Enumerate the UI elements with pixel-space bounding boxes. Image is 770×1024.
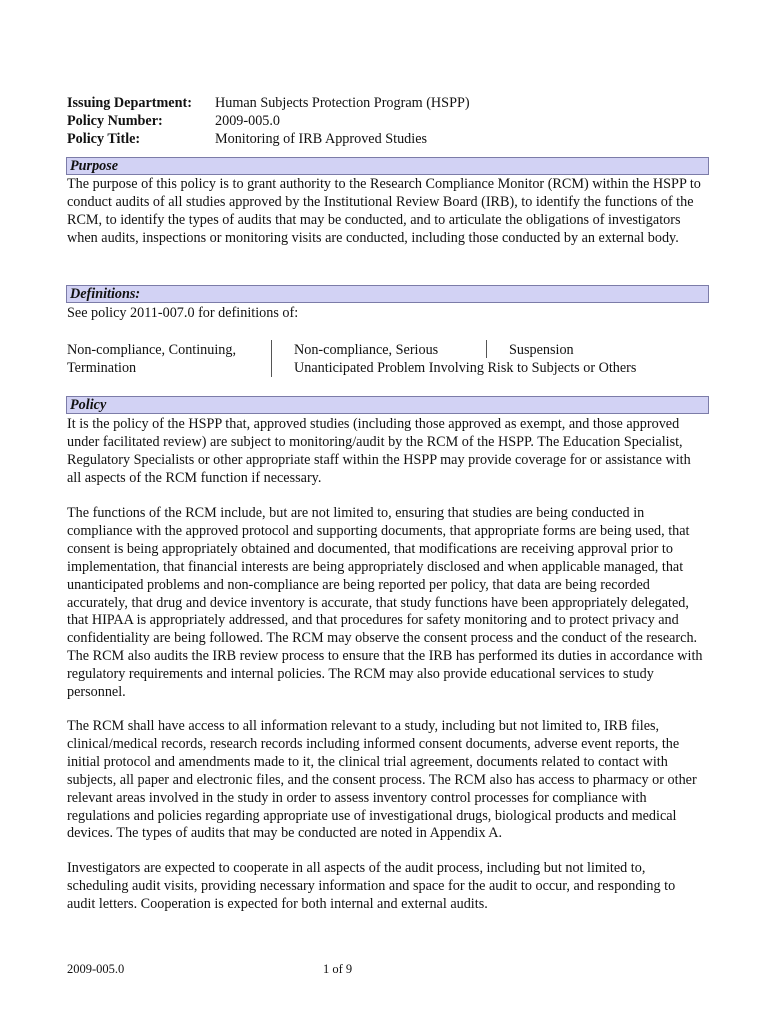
definition-termination: Termination	[67, 360, 137, 376]
policy-heading-bar	[66, 396, 709, 414]
definitions-heading-bar	[66, 285, 709, 303]
footer-doc-number: 2009-005.0	[67, 962, 125, 976]
policy-paragraph-3: The RCM shall have access to all information relevant to a study, including but not limited to, IRB files, clinical/medical records, research records including informed consent documents, adverse event reports, the initial protocol and amendments made to it, the clinical trial agreement, documents related to contact with subjects, all paper and electronic files, and the consent process. The RCM also has access to pharmacy or other relevant areas involved in the study in order to assess inventory control processes for compliance with regulations and policies regarding appropriate use of investigational drugs, biological products and medical devices. The types of audits that may be conducted are noted in Appendix A.	[67, 718, 697, 842]
definitions-col-2-row-1	[294, 341, 707, 359]
policy-heading: Policy	[70, 397, 107, 413]
definitions-list	[67, 341, 707, 379]
policy-paragraph-4: Investigators are expected to cooperate in all aspects of the audit process, including but not limited to, scheduling audit visits, providing necessary information and space for the audit to occur, and responding to audit letters. Cooperation is expected for both internal and external audits.	[67, 860, 676, 912]
policy-paragraph-2: The functions of the RCM include, but are not limited to, ensuring that studies are being conducted in compliance with the approved protocol and supporting documents, that appropriate forms are being used, that consent is being appropriately obtained and documented, that modifications are receiving approval prior to implementation, that financial interests are being appropriately disclosed and when applicable managed, that unanticipated problems and non-compliance are being reported per policy, that data are being recorded accurately, that drug and device inventory is accurate, that study functions have been appropriately delegated, that HIPAA is appropriately addressed, and that procedures for safety monitoring and to protect privacy and confidentiality are being followed. The RCM may observe the consent process and the conduct of the research. The RCM also audits the IRB review process to ensure that the IRB has performed its duties in accordance with regulatory requirements and internal policies. The RCM may also provide educational services to study personnel.	[67, 505, 703, 701]
purpose-heading-bar	[66, 157, 709, 175]
definitions-divider-1	[271, 340, 272, 377]
issuing-department-label: Issuing Department:	[67, 95, 192, 111]
purpose-text: The purpose of this policy is to grant authority to the Research Compliance Monitor (RCM) within the HSPP to conduct audits of all studies approved by the Institutional Review Board (IRB), to identify the functions of the RCM, to identify the types of audits that may be conducted, and to articulate the obligations of investigators when audits, inspections or monitoring visits are conducted, including those conducted by an external body.	[67, 176, 701, 246]
definition-unanticipated-problem: Unanticipated Problem Involving Risk to Subjects or Others	[294, 360, 637, 376]
purpose-heading: Purpose	[70, 158, 119, 174]
definitions-heading: Definitions:	[70, 286, 141, 302]
policy-title-label: Policy Title:	[67, 131, 141, 147]
definition-noncompliance-serious: Non-compliance, Serious	[294, 342, 439, 358]
policy-paragraph-1: It is the policy of the HSPP that, approved studies (including those approved as exempt, and those approved under facilitated review) are subject to monitoring/audit by the RCM of the HSPP. The Education Specialist, Regulatory Specialists or other appropriate staff within the HSPP may provide coverage for or assistance with all aspects of the RCM function if necessary.	[67, 416, 691, 486]
definitions-col-1	[67, 341, 267, 377]
definitions-divider-2	[486, 340, 487, 358]
policy-header	[67, 94, 470, 148]
definition-suspension: Suspension	[509, 342, 574, 358]
definitions-col-2	[294, 341, 707, 377]
issuing-department-value: Human Subjects Protection Program (HSPP)	[215, 95, 470, 111]
policy-number-value: 2009-005.0	[215, 113, 281, 129]
definition-noncompliance-continuing: Non-compliance, Continuing,	[67, 342, 237, 358]
policy-title-value: Monitoring of IRB Approved Studies	[215, 131, 428, 147]
policy-number-label: Policy Number:	[67, 113, 163, 129]
definitions-intro: See policy 2011-007.0 for definitions of:	[67, 305, 299, 321]
footer-page-number: 1 of 9	[323, 962, 353, 976]
